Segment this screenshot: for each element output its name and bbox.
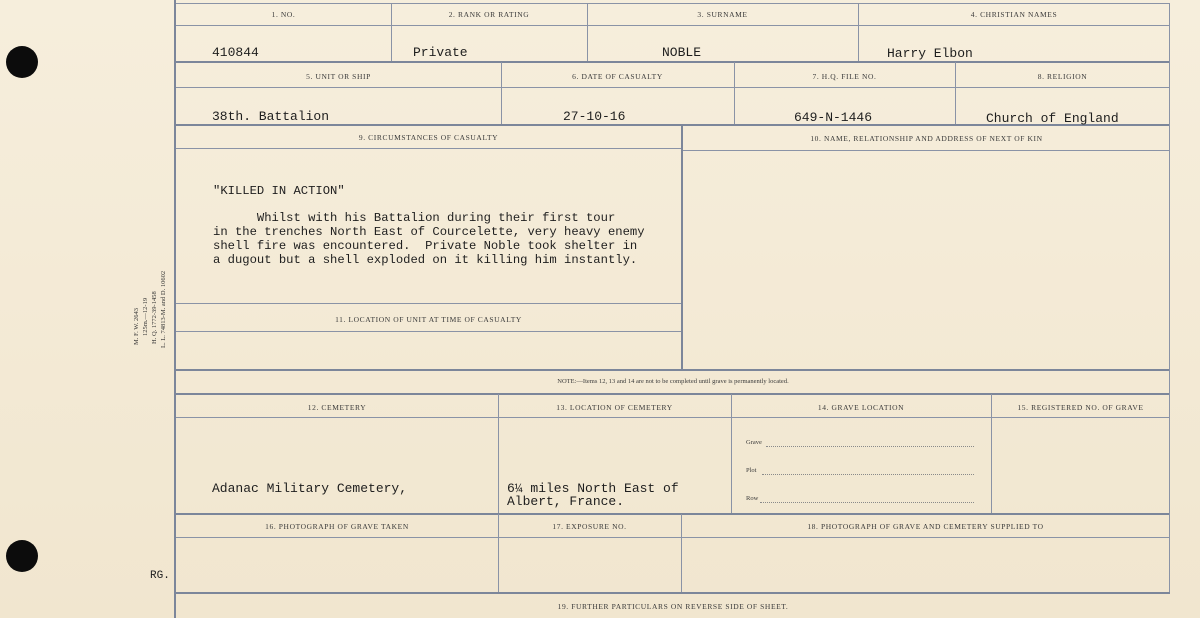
circ-line-2: in the trenches North East of Courcelette, very heavy enemy [213, 225, 645, 239]
circ-subline [176, 148, 681, 149]
value-location-cemetery-2: Albert, France. [507, 494, 625, 509]
row2-subline [176, 87, 1170, 88]
row1-subline [176, 25, 1170, 26]
value-rank: Private [413, 45, 468, 60]
punch-hole-bottom [6, 540, 38, 572]
circ-bottom [176, 303, 681, 304]
header-unit: 5. UNIT OR SHIP [306, 72, 371, 81]
header-christian-names: 4. CHRISTIAN NAMES [970, 10, 1058, 19]
header-surname: 3. SURNAME [697, 10, 748, 19]
plot-field-label: Plot [746, 467, 757, 474]
kin-subline [683, 150, 1170, 151]
row1-bottom [176, 61, 1170, 63]
row5-bottom [176, 592, 1170, 594]
value-date: 27-10-16 [563, 109, 626, 124]
header-location-cemetery: 13. LOCATION OF CEMETERY [556, 403, 673, 412]
header-photo-supplied: 18. PHOTOGRAPH OF GRAVE AND CEMETERY SUPPLIED TO [807, 522, 1044, 531]
header-rank: 2. RANK OR RATING [448, 10, 530, 19]
header-file-no: 7. H.Q. FILE NO. [812, 72, 877, 81]
margin-code: RG. [150, 570, 170, 582]
row5-subline [176, 537, 1170, 538]
grave-field-line [766, 446, 974, 447]
circ-line-1: Whilst with his Battalion during their first tour [213, 211, 616, 225]
note-bottom [176, 393, 1170, 395]
value-file-no: 649-N-1446 [794, 110, 873, 125]
printer-line-1: M. F. W. 2643 [133, 307, 140, 345]
loc-unit-subline [176, 331, 681, 332]
plot-field-line [762, 474, 974, 475]
header-further-particulars: 19. FURTHER PARTICULARS ON REVERSE SIDE OF SHEET. [557, 602, 789, 611]
circ-title: "KILLED IN ACTION" [213, 184, 345, 198]
printer-line-3: H. Q. 1772-39-1458 [151, 291, 158, 344]
header-location-unit: 11. LOCATION OF UNIT AT TIME OF CASUALTY [335, 315, 522, 324]
row-field-label: Row [746, 495, 759, 502]
circ-kin-divider [681, 125, 683, 369]
value-christian-names: Harry Elbon [887, 46, 973, 61]
circ-line-3: shell fire was encountered. Private Noble took shelter in [213, 239, 638, 253]
punch-hole-top [6, 46, 38, 78]
value-cemetery: Adanac Military Cemetery, [212, 481, 408, 496]
header-circumstances: 9. CIRCUMSTANCES OF CASUALTY [358, 133, 499, 142]
right-edge [1169, 3, 1170, 592]
printer-line-2: 125m.—12-19 [142, 297, 149, 336]
header-photo-taken: 16. PHOTOGRAPH OF GRAVE TAKEN [265, 522, 409, 531]
row3-bottom [176, 369, 1170, 371]
row1-top [176, 3, 1170, 4]
header-exposure: 17. EXPOSURE NO. [552, 522, 627, 531]
value-religion: Church of England [986, 111, 1119, 126]
header-cemetery: 12. CEMETERY [307, 403, 367, 412]
value-no: 410844 [212, 45, 259, 60]
circ-line-4: a dugout but a shell exploded on it killing him instantly. [213, 253, 638, 267]
printer-line-4: L. L. 74813-M. and D. 10602 [160, 270, 167, 348]
row4-subline [176, 417, 1170, 418]
header-grave-location: 14. GRAVE LOCATION [817, 403, 905, 412]
row-field-line [760, 502, 974, 503]
note-text: NOTE:—Items 12, 13 and 14 are not to be completed until grave is permanently located. [557, 378, 789, 385]
value-location-cemetery-1: 6¼ miles North East of [507, 481, 679, 496]
header-next-of-kin: 10. NAME, RELATIONSHIP AND ADDRESS OF NEXT OF KIN [810, 134, 1043, 143]
header-no: 1. NO. [271, 10, 296, 19]
value-surname: NOBLE [662, 45, 702, 60]
grave-field-label: Grave [746, 439, 762, 446]
row4-bottom [176, 513, 1170, 515]
header-registered-no: 15. REGISTERED NO. OF GRAVE [1017, 403, 1144, 412]
header-date: 6. DATE OF CASUALTY [572, 72, 663, 81]
value-unit: 38th. Battalion [212, 109, 330, 124]
header-religion: 8. RELIGION [1037, 72, 1088, 81]
